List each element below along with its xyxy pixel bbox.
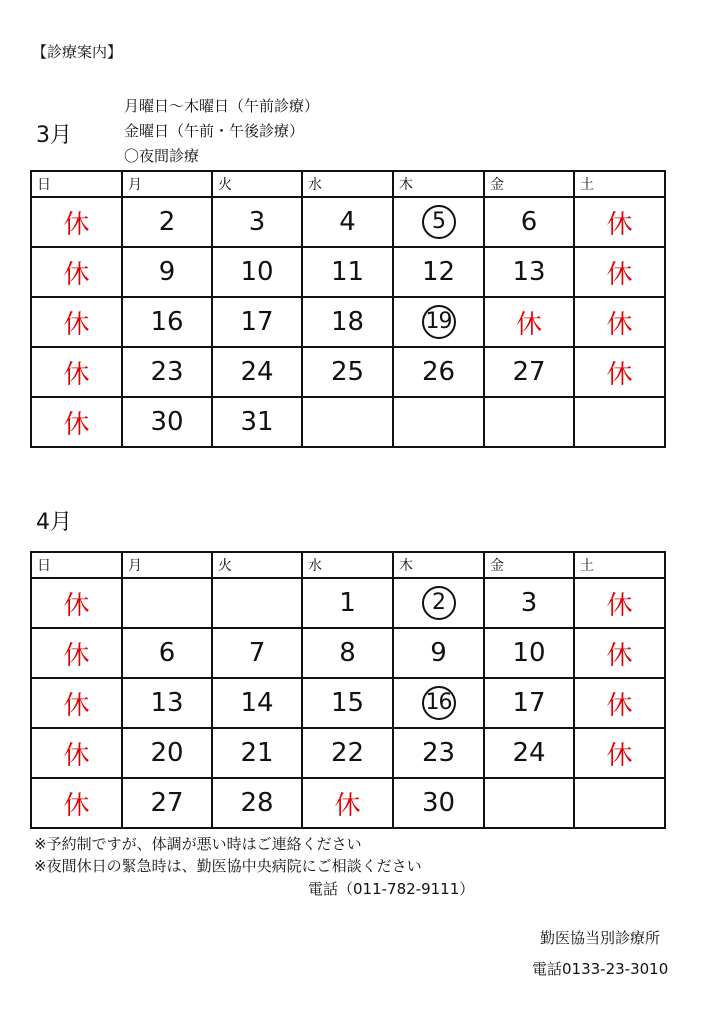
calendar-april xyxy=(30,551,666,829)
day-cell-closed: 休 xyxy=(31,397,122,447)
day-cell-closed: 休 xyxy=(31,628,122,678)
weekday-header: 土 xyxy=(574,552,665,578)
day-cell-closed: 休 xyxy=(31,247,122,297)
night-clinic-date: 19 xyxy=(422,305,456,339)
day-cell: 23 xyxy=(122,347,212,397)
day-cell-closed: 休 xyxy=(31,347,122,397)
day-cell: 6 xyxy=(484,197,574,247)
clinic-name: 勤医協当別診療所 xyxy=(540,929,661,947)
day-cell-closed: 休 xyxy=(31,778,122,828)
month-label-april: 4月 xyxy=(36,510,72,535)
week-row xyxy=(31,297,665,347)
week-row xyxy=(31,578,665,628)
week-row xyxy=(31,728,665,778)
day-cell-closed: 休 xyxy=(574,247,665,297)
legend-weekday-hours: 月曜日～木曜日（午前診療） xyxy=(124,97,320,115)
week-row xyxy=(31,247,665,297)
weekday-header: 日 xyxy=(31,171,122,197)
weekday-header: 水 xyxy=(302,171,393,197)
night-clinic-date: 2 xyxy=(422,586,456,620)
day-cell: 26 xyxy=(393,347,484,397)
note-emergency: ※夜間休日の緊急時は、勤医協中央病院にご相談ください xyxy=(34,857,422,875)
day-cell xyxy=(302,397,393,447)
day-cell-closed: 休 xyxy=(31,578,122,628)
day-cell: 13 xyxy=(122,678,212,728)
notes xyxy=(34,833,422,877)
weekday-header: 金 xyxy=(484,552,574,578)
day-cell: 3 xyxy=(212,197,302,247)
day-cell: 4 xyxy=(302,197,393,247)
day-cell-closed: 休 xyxy=(574,297,665,347)
page-title: 【診療案内】 xyxy=(32,43,123,61)
day-cell: 13 xyxy=(484,247,574,297)
day-cell: 30 xyxy=(393,778,484,828)
day-cell xyxy=(484,397,574,447)
clinic-phone: 電話0133-23-3010 xyxy=(532,960,669,978)
day-cell: 12 xyxy=(393,247,484,297)
day-cell-closed: 休 xyxy=(574,347,665,397)
day-cell-closed: 休 xyxy=(302,778,393,828)
day-cell-closed: 休 xyxy=(574,728,665,778)
day-cell: 17 xyxy=(484,678,574,728)
day-cell: 31 xyxy=(212,397,302,447)
day-cell: 2 xyxy=(122,197,212,247)
day-cell: 7 xyxy=(212,628,302,678)
day-cell-closed: 休 xyxy=(31,297,122,347)
day-cell-closed: 休 xyxy=(31,728,122,778)
day-cell: 1 xyxy=(302,578,393,628)
day-cell: 16 xyxy=(122,297,212,347)
day-cell xyxy=(393,197,484,247)
day-cell: 6 xyxy=(122,628,212,678)
day-cell xyxy=(212,578,302,628)
day-cell: 28 xyxy=(212,778,302,828)
weekday-header-row xyxy=(31,171,665,197)
day-cell: 24 xyxy=(212,347,302,397)
day-cell xyxy=(574,778,665,828)
day-cell: 24 xyxy=(484,728,574,778)
note-reservation: ※予約制ですが、体調が悪い時はご連絡ください xyxy=(34,835,362,853)
day-cell: 14 xyxy=(212,678,302,728)
weekday-header: 土 xyxy=(574,171,665,197)
day-cell: 25 xyxy=(302,347,393,397)
week-row xyxy=(31,778,665,828)
day-cell: 27 xyxy=(122,778,212,828)
legend-friday-hours: 金曜日（午前・午後診療） xyxy=(124,122,305,140)
legend-night-clinic: 〇夜間診療 xyxy=(124,147,200,165)
weekday-header: 金 xyxy=(484,171,574,197)
day-cell xyxy=(393,678,484,728)
day-cell: 8 xyxy=(302,628,393,678)
day-cell-closed: 休 xyxy=(574,678,665,728)
day-cell: 20 xyxy=(122,728,212,778)
day-cell-closed: 休 xyxy=(31,678,122,728)
day-cell: 9 xyxy=(393,628,484,678)
week-row xyxy=(31,197,665,247)
week-row xyxy=(31,347,665,397)
weekday-header: 日 xyxy=(31,552,122,578)
weekday-header: 火 xyxy=(212,171,302,197)
day-cell xyxy=(122,578,212,628)
day-cell: 21 xyxy=(212,728,302,778)
day-cell: 22 xyxy=(302,728,393,778)
day-cell: 18 xyxy=(302,297,393,347)
weekday-header: 月 xyxy=(122,171,212,197)
day-cell-closed: 休 xyxy=(484,297,574,347)
day-cell: 3 xyxy=(484,578,574,628)
day-cell xyxy=(484,778,574,828)
weekday-header: 木 xyxy=(393,171,484,197)
day-cell-closed: 休 xyxy=(574,628,665,678)
weekday-header: 月 xyxy=(122,552,212,578)
day-cell: 15 xyxy=(302,678,393,728)
day-cell xyxy=(393,297,484,347)
day-cell-closed: 休 xyxy=(31,197,122,247)
month-label-march: 3月 xyxy=(36,123,72,148)
day-cell: 10 xyxy=(484,628,574,678)
weekday-header: 火 xyxy=(212,552,302,578)
day-cell: 9 xyxy=(122,247,212,297)
day-cell-closed: 休 xyxy=(574,578,665,628)
hospital-phone: 電話（011-782-9111） xyxy=(308,880,475,898)
night-clinic-date: 5 xyxy=(422,205,456,239)
week-row xyxy=(31,397,665,447)
day-cell: 30 xyxy=(122,397,212,447)
weekday-header: 水 xyxy=(302,552,393,578)
day-cell: 23 xyxy=(393,728,484,778)
night-clinic-date: 16 xyxy=(422,686,456,720)
day-cell: 17 xyxy=(212,297,302,347)
week-row xyxy=(31,678,665,728)
hours-legend xyxy=(124,94,319,169)
weekday-header-row xyxy=(31,552,665,578)
day-cell xyxy=(393,397,484,447)
calendar-march xyxy=(30,170,666,448)
day-cell: 10 xyxy=(212,247,302,297)
day-cell-closed: 休 xyxy=(574,197,665,247)
day-cell: 11 xyxy=(302,247,393,297)
day-cell: 27 xyxy=(484,347,574,397)
day-cell xyxy=(574,397,665,447)
day-cell xyxy=(393,578,484,628)
weekday-header: 木 xyxy=(393,552,484,578)
week-row xyxy=(31,628,665,678)
